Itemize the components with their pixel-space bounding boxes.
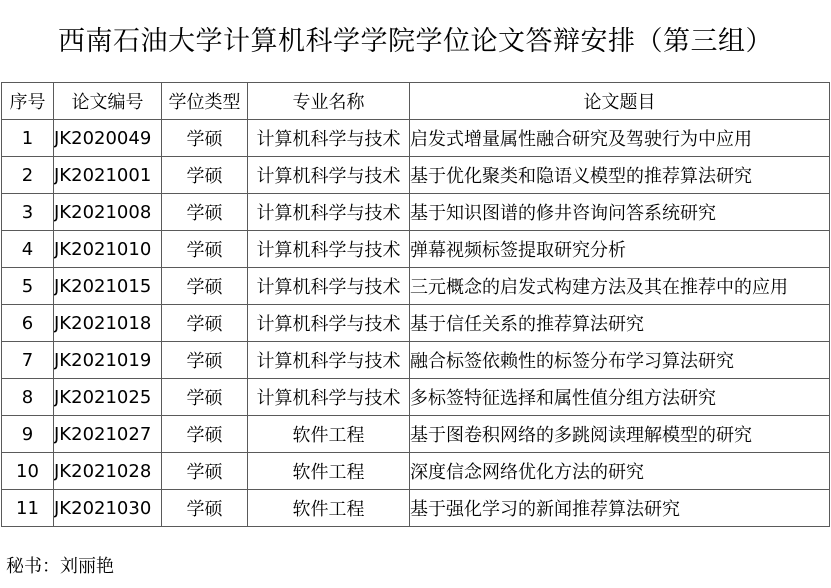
cell-thesis-code: JK2021028 xyxy=(54,453,162,490)
cell-thesis-code: JK2021027 xyxy=(54,416,162,453)
cell-degree-type: 学硕 xyxy=(162,194,248,231)
cell-index: 8 xyxy=(2,379,54,416)
header-thesis-code: 论文编号 xyxy=(54,83,162,120)
cell-major: 软件工程 xyxy=(248,416,410,453)
table-row xyxy=(2,305,830,342)
table-row xyxy=(2,379,830,416)
cell-degree-type: 学硕 xyxy=(162,157,248,194)
cell-major: 计算机科学与技术 xyxy=(248,120,410,157)
cell-index: 1 xyxy=(2,120,54,157)
cell-index: 5 xyxy=(2,268,54,305)
cell-major: 计算机科学与技术 xyxy=(248,268,410,305)
cell-thesis-title: 弹幕视频标签提取研究分析 xyxy=(410,231,830,268)
cell-degree-type: 学硕 xyxy=(162,268,248,305)
cell-degree-type: 学硕 xyxy=(162,342,248,379)
cell-thesis-title: 融合标签依赖性的标签分布学习算法研究 xyxy=(410,342,830,379)
table-row xyxy=(2,120,830,157)
cell-major: 计算机科学与技术 xyxy=(248,157,410,194)
defense-schedule-table xyxy=(1,82,830,527)
cell-thesis-code: JK2021019 xyxy=(54,342,162,379)
cell-index: 11 xyxy=(2,490,54,527)
cell-index: 2 xyxy=(2,157,54,194)
table-row xyxy=(2,453,830,490)
header-index: 序号 xyxy=(2,83,54,120)
cell-thesis-code: JK2021030 xyxy=(54,490,162,527)
cell-thesis-code: JK2021015 xyxy=(54,268,162,305)
cell-major: 计算机科学与技术 xyxy=(248,305,410,342)
table-row xyxy=(2,342,830,379)
table-row xyxy=(2,157,830,194)
cell-thesis-title: 深度信念网络优化方法的研究 xyxy=(410,453,830,490)
table-row xyxy=(2,490,830,527)
cell-degree-type: 学硕 xyxy=(162,453,248,490)
cell-thesis-title: 基于信任关系的推荐算法研究 xyxy=(410,305,830,342)
cell-index: 4 xyxy=(2,231,54,268)
cell-thesis-title: 启发式增量属性融合研究及驾驶行为中应用 xyxy=(410,120,830,157)
cell-major: 计算机科学与技术 xyxy=(248,379,410,416)
cell-degree-type: 学硕 xyxy=(162,416,248,453)
table-header-row xyxy=(2,83,830,120)
table-row xyxy=(2,416,830,453)
header-major: 专业名称 xyxy=(248,83,410,120)
cell-index: 6 xyxy=(2,305,54,342)
table-row xyxy=(2,268,830,305)
cell-index: 7 xyxy=(2,342,54,379)
header-degree-type: 学位类型 xyxy=(162,83,248,120)
cell-degree-type: 学硕 xyxy=(162,120,248,157)
cell-index: 10 xyxy=(2,453,54,490)
cell-index: 3 xyxy=(2,194,54,231)
cell-major: 计算机科学与技术 xyxy=(248,231,410,268)
cell-thesis-title: 多标签特征选择和属性值分组方法研究 xyxy=(410,379,830,416)
cell-degree-type: 学硕 xyxy=(162,379,248,416)
cell-thesis-code: JK2021001 xyxy=(54,157,162,194)
cell-thesis-code: JK2020049 xyxy=(54,120,162,157)
cell-thesis-code: JK2021010 xyxy=(54,231,162,268)
table-row xyxy=(2,231,830,268)
cell-degree-type: 学硕 xyxy=(162,305,248,342)
cell-major: 软件工程 xyxy=(248,453,410,490)
cell-thesis-code: JK2021025 xyxy=(54,379,162,416)
secretary-note: 秘书：刘丽艳 xyxy=(6,556,114,577)
cell-major: 计算机科学与技术 xyxy=(248,194,410,231)
cell-degree-type: 学硕 xyxy=(162,490,248,527)
cell-index: 9 xyxy=(2,416,54,453)
table-row xyxy=(2,194,830,231)
cell-thesis-title: 基于优化聚类和隐语义模型的推荐算法研究 xyxy=(410,157,830,194)
cell-degree-type: 学硕 xyxy=(162,231,248,268)
header-thesis-title: 论文题目 xyxy=(410,83,830,120)
cell-thesis-title: 三元概念的启发式构建方法及其在推荐中的应用 xyxy=(410,268,830,305)
document-title: 西南石油大学计算机科学学院学位论文答辩安排（第三组） xyxy=(58,26,773,57)
cell-thesis-code: JK2021018 xyxy=(54,305,162,342)
cell-major: 软件工程 xyxy=(248,490,410,527)
cell-thesis-title: 基于强化学习的新闻推荐算法研究 xyxy=(410,490,830,527)
cell-thesis-title: 基于图卷积网络的多跳阅读理解模型的研究 xyxy=(410,416,830,453)
cell-thesis-title: 基于知识图谱的修井咨询问答系统研究 xyxy=(410,194,830,231)
cell-thesis-code: JK2021008 xyxy=(54,194,162,231)
cell-major: 计算机科学与技术 xyxy=(248,342,410,379)
